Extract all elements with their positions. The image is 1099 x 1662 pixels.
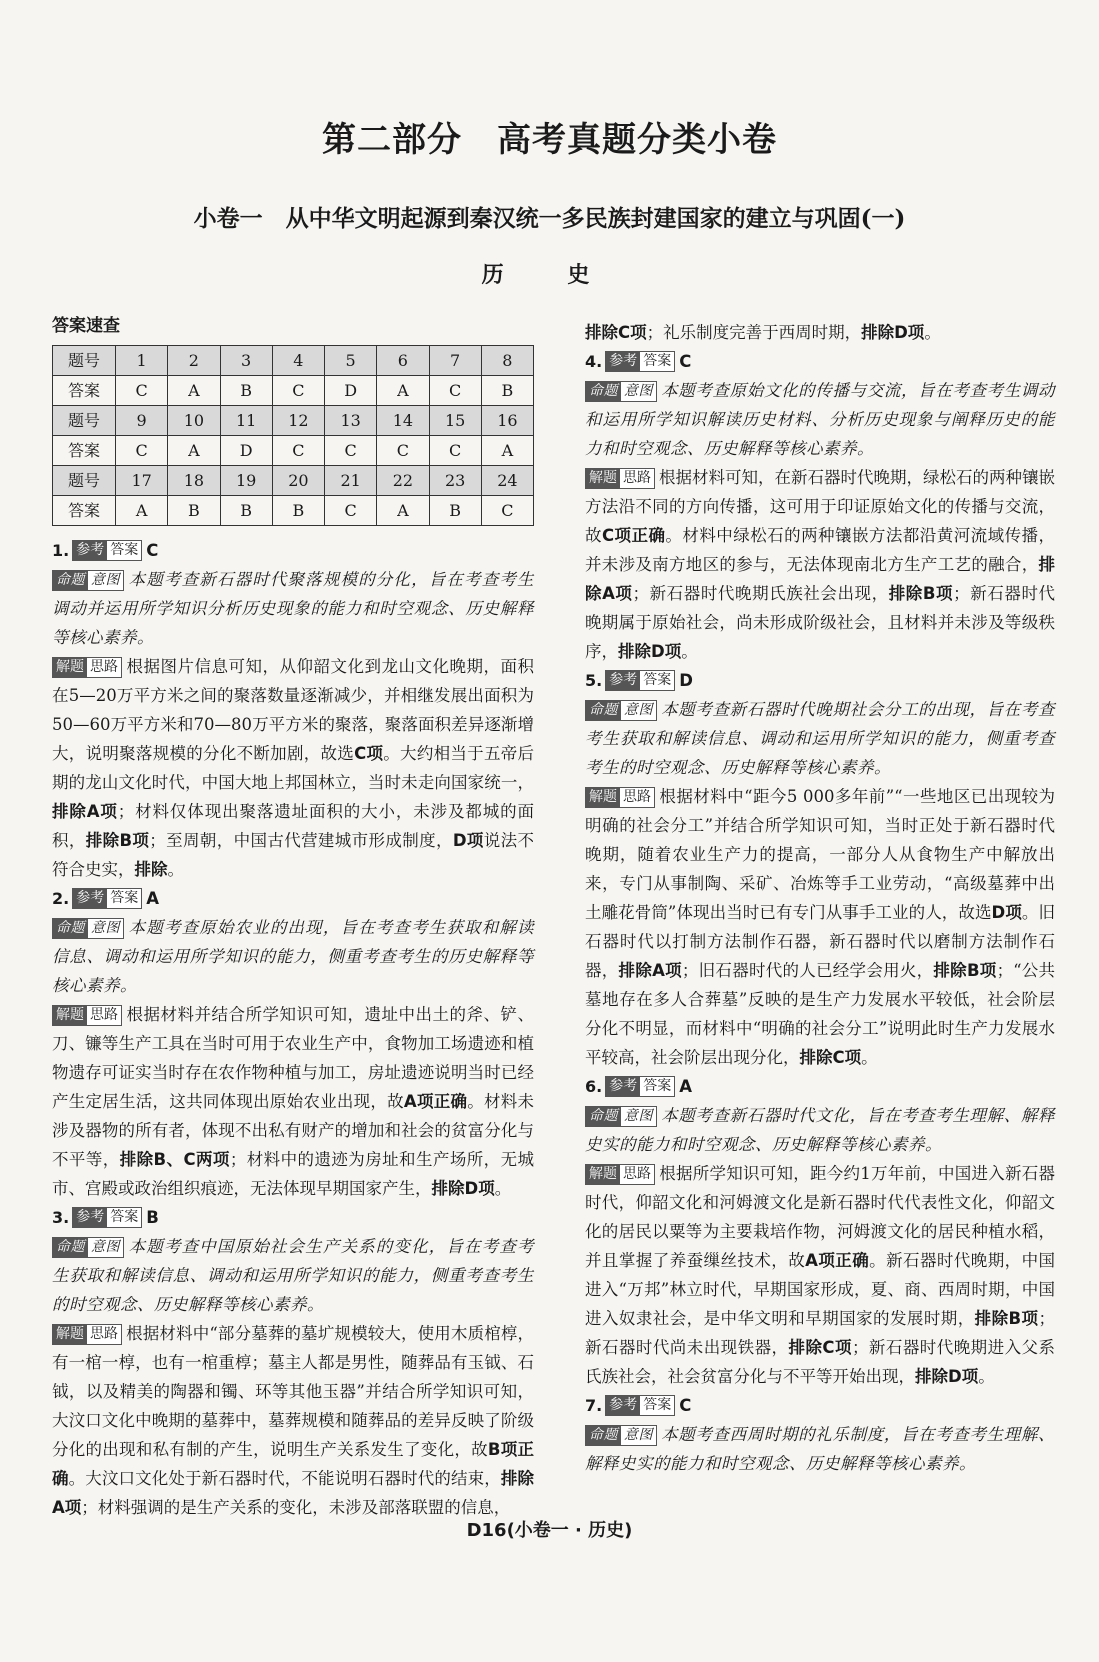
table-cell: 22: [377, 466, 429, 496]
intent-badge: 命题 意图: [585, 1425, 657, 1446]
table-cell: 5: [325, 346, 377, 376]
question-number: 2.: [52, 889, 70, 908]
paper-title: 小卷一 从中华文明起源到秦汉统一多民族封建国家的建立与巩固(一): [193, 205, 906, 232]
table-cell: B: [272, 496, 324, 526]
table-cell: C: [481, 496, 533, 526]
answer-table: [52, 345, 534, 526]
question-3: [52, 1203, 534, 1522]
table-cell: A: [168, 436, 220, 466]
question-answer: A: [146, 889, 159, 908]
idea-badge: 解题 思路: [585, 787, 655, 808]
table-cell: 1: [116, 346, 168, 376]
question-answer: D: [679, 671, 693, 690]
reference-answer-badge: 参考 答案: [72, 888, 142, 909]
reference-answer-badge: 参考 答案: [605, 670, 675, 691]
table-cell: A: [116, 496, 168, 526]
table-cell: 8: [481, 346, 533, 376]
table-row: [53, 406, 534, 436]
idea-badge: 解题 思路: [585, 468, 655, 489]
reference-answer-badge: 参考 答案: [72, 540, 142, 561]
table-cell: B: [429, 496, 481, 526]
table-cell: 答案: [53, 496, 116, 526]
table-cell: 答案: [53, 436, 116, 466]
table-cell: C: [325, 436, 377, 466]
subject-title: 历 史: [481, 262, 618, 288]
question-answer: C: [679, 1396, 692, 1415]
table-cell: 7: [429, 346, 481, 376]
question-2: [52, 884, 534, 1203]
reference-answer-badge: 参考 答案: [605, 351, 675, 372]
table-cell: B: [481, 376, 533, 406]
table-cell: 13: [325, 406, 377, 436]
table-cell: C: [116, 376, 168, 406]
question-3-continued: 排除C项；礼乐制度完善于西周时期，排除D项。: [585, 323, 941, 342]
question-number: 4.: [585, 352, 603, 371]
table-cell: C: [272, 436, 324, 466]
table-cell: B: [220, 376, 272, 406]
table-cell: D: [325, 376, 377, 406]
table-cell: 题号: [53, 406, 116, 436]
table-cell: C: [116, 436, 168, 466]
question-6: [585, 1072, 1055, 1391]
table-cell: 11: [220, 406, 272, 436]
idea-paragraph: 解题 思路 根据所学知识可知，距今约1万年前，中国进入新石器时代，仰韶文化和河姆渡文化是新石器时代代表性文化，仰韶文化的居民以粟等为主要栽培作物，河姆渡文化的居民种植水稻，并且掌握了养蚕缫丝技术，故A项正确。新石器时代晚期，中国进入“万邦”林立时代，早期国家形成，夏、商、西周时期，中国进入奴隶社会，是中华文明和早期国家的发展时期，排除B项；新石器时代尚未出现铁器，排除C项；新石器时代晚期进入父系氏族社会，社会贫富分化与不平等开始出现，排除D项。: [585, 1164, 1056, 1386]
idea-paragraph: 解题 思路 根据图片信息可知，从仰韶文化到龙山文化晚期，面积在5—20万平方米之间的聚落数量逐渐减少，并相继发展出面积为50—60万平方米和70—80万平方米的聚落，聚落面积差异逐渐增大，说明聚落规模的分化不断加剧，故选C项。大约相当于五帝后期的龙山文化时代，中国大地上邦国林立，当时未走向国家统一，排除A项；材料仅体现出聚落遗址面积的大小，未涉及都城的面积，排除B项；至周朝，中国古代营建城市形成制度，D项说法不符合史实，排除。: [52, 657, 535, 879]
intent-badge: 命题 意图: [585, 381, 657, 402]
idea-badge: 解题 思路: [52, 1324, 122, 1345]
table-cell: 12: [272, 406, 324, 436]
table-cell: 10: [168, 406, 220, 436]
question-number: 6.: [585, 1077, 603, 1096]
table-cell: 题号: [53, 466, 116, 496]
table-cell: 15: [429, 406, 481, 436]
reference-answer-badge: 参考 答案: [605, 1395, 675, 1416]
intent-badge: 命题 意图: [52, 1237, 124, 1258]
table-cell: A: [377, 376, 429, 406]
question-4: [585, 347, 1055, 666]
table-cell: 6: [377, 346, 429, 376]
idea-paragraph: 解题 思路 根据材料并结合所学知识可知，遗址中出土的斧、铲、刀、镰等生产工具在当时可用于农业生产中，食物加工场遗迹和植物遗存可证实当时存在农作物种植与加工，房址遗迹说明当时已经产生定居生活，这共同体现出原始农业出现，故A项正确。材料未涉及器物的所有者，体现不出私有财产的增加和社会的贫富分化与不平等，排除B、C两项；材料中的遗迹为房址和生产场所，无城市、宫殿或政治组织痕迹，无法体现早期国家产生，排除D项。: [52, 1005, 535, 1198]
table-cell: 19: [220, 466, 272, 496]
question-number: 7.: [585, 1396, 603, 1415]
table-row: [53, 496, 534, 526]
question-1: [52, 536, 534, 884]
intent-paragraph: 命题 意图 本题考查原始农业的出现，旨在考查考生获取和解读信息、调动和运用所学知识的能力，侧重考查考生的历史解释等核心素养。: [52, 918, 534, 995]
question-5: [585, 666, 1055, 1072]
part-title: 第二部分 高考真题分类小卷: [322, 120, 777, 160]
idea-paragraph: 解题 思路 根据材料中“部分墓葬的墓圹规模较大，使用木质棺椁，有一棺一椁，也有一棺重椁；墓主人都是男性，随葬品有玉钺、石钺，以及精美的陶器和镯、环等其他玉器”并结合所学知识可知，大汶口文化中晚期的墓葬中，墓葬规模和随葬品的差异反映了阶级分化的出现和私有制的产生，说明生产关系发生了变化，故B项正确。大汶口文化处于新石器时代，不能说明石器时代的结束，排除A项；材料强调的是生产关系的变化，未涉及部落联盟的信息，: [52, 1324, 535, 1517]
idea-badge: 解题 思路: [52, 1005, 122, 1026]
table-cell: B: [168, 496, 220, 526]
table-cell: C: [325, 496, 377, 526]
question-7: [585, 1391, 1055, 1478]
table-cell: 20: [272, 466, 324, 496]
table-cell: 题号: [53, 346, 116, 376]
table-cell: 3: [220, 346, 272, 376]
table-cell: D: [220, 436, 272, 466]
question-answer: B: [146, 1208, 159, 1227]
table-cell: 14: [377, 406, 429, 436]
page-footer: D16(小卷一 · 历史): [466, 1520, 633, 1541]
table-cell: 16: [481, 406, 533, 436]
intent-paragraph: 命题 意图 本题考查西周时期的礼乐制度，旨在考查考生理解、解释史实的能力和时空观念、历史解释等核心素养。: [585, 1425, 1055, 1473]
table-cell: C: [272, 376, 324, 406]
table-cell: C: [429, 436, 481, 466]
table-cell: B: [220, 496, 272, 526]
right-column: [585, 318, 1055, 1478]
intent-paragraph: 命题 意图 本题考查原始文化的传播与交流，旨在考查考生调动和运用所学知识解读历史材料、分析历史现象与阐释历史的能力和时空观念、历史解释等核心素养。: [585, 381, 1055, 458]
table-cell: A: [481, 436, 533, 466]
question-answer: C: [679, 352, 692, 371]
question-answer: C: [146, 541, 159, 560]
table-cell: A: [168, 376, 220, 406]
table-row: [53, 436, 534, 466]
table-cell: 4: [272, 346, 324, 376]
question-number: 1.: [52, 541, 70, 560]
question-answer: A: [679, 1077, 692, 1096]
idea-badge: 解题 思路: [52, 657, 122, 678]
table-row: [53, 376, 534, 406]
idea-badge: 解题 思路: [585, 1164, 655, 1185]
intent-badge: 命题 意图: [52, 570, 124, 591]
idea-paragraph: 解题 思路 根据材料可知，在新石器时代晚期，绿松石的两种镶嵌方法沿不同的方向传播，这可用于印证原始文化的传播与交流，故C项正确。材料中绿松石的两种镶嵌方法都沿黄河流域传播，并未涉及南方地区的参与，无法体现南北方生产工艺的融合，排除A项；新石器时代晚期氏族社会出现，排除B项；新石器时代晚期属于原始社会，尚未形成阶级社会，且材料并未涉及等级秩序，排除D项。: [585, 468, 1056, 661]
table-cell: A: [377, 496, 429, 526]
table-cell: 答案: [53, 376, 116, 406]
intent-badge: 命题 意图: [52, 918, 124, 939]
table-cell: 21: [325, 466, 377, 496]
intent-badge: 命题 意图: [585, 1106, 657, 1127]
intent-paragraph: 命题 意图 本题考查新石器时代聚落规模的分化，旨在考查考生调动并运用所学知识分析历史现象的能力和时空观念、历史解释等核心素养。: [52, 570, 534, 647]
table-cell: C: [377, 436, 429, 466]
intent-paragraph: 命题 意图 本题考查中国原始社会生产关系的变化，旨在考查考生获取和解读信息、调动和运用所学知识的能力，侧重考查考生的时空观念、历史解释等核心素养。: [52, 1237, 534, 1314]
reference-answer-badge: 参考 答案: [605, 1076, 675, 1097]
table-cell: 24: [481, 466, 533, 496]
reference-answer-badge: 参考 答案: [72, 1207, 142, 1228]
question-number: 3.: [52, 1208, 70, 1227]
table-row: [53, 466, 534, 496]
idea-paragraph: 解题 思路 根据材料中“距今5 000多年前”“一些地区已出现较为明确的社会分工”并结合所学知识可知，当时正处于新石器时代晚期，随着农业生产力的提高，一部分人从食物生产中解放出来，专门从事制陶、采矿、冶炼等手工业劳动，“高级墓葬中出土雕花骨筒”体现出当时已有专门从事手工业的人，故选D项。旧石器时代以打制方法制作石器，新石器时代以磨制方法制作石器，排除A项；旧石器时代的人已经学会用火，排除B项；“公共墓地存在多人合葬墓”反映的是生产力发展水平较低，社会阶层分化不明显，而材料中“明确的社会分工”说明此时生产力发展水平较高，社会阶层出现分化，排除C项。: [585, 787, 1056, 1067]
answer-table-heading: 答案速查: [52, 316, 120, 336]
table-cell: C: [429, 376, 481, 406]
intent-paragraph: 命题 意图 本题考查新石器时代文化，旨在考查考生理解、解释史实的能力和时空观念、历史解释等核心素养。: [585, 1106, 1055, 1154]
table-cell: 18: [168, 466, 220, 496]
table-row: [53, 346, 534, 376]
left-column: [52, 312, 534, 1522]
intent-paragraph: 命题 意图 本题考查新石器时代晚期社会分工的出现，旨在考查考生获取和解读信息、调动和运用所学知识的能力，侧重考查考生的时空观念、历史解释等核心素养。: [585, 700, 1055, 777]
table-cell: 9: [116, 406, 168, 436]
table-cell: 23: [429, 466, 481, 496]
intent-badge: 命题 意图: [585, 700, 657, 721]
table-cell: 2: [168, 346, 220, 376]
table-cell: 17: [116, 466, 168, 496]
question-number: 5.: [585, 671, 603, 690]
